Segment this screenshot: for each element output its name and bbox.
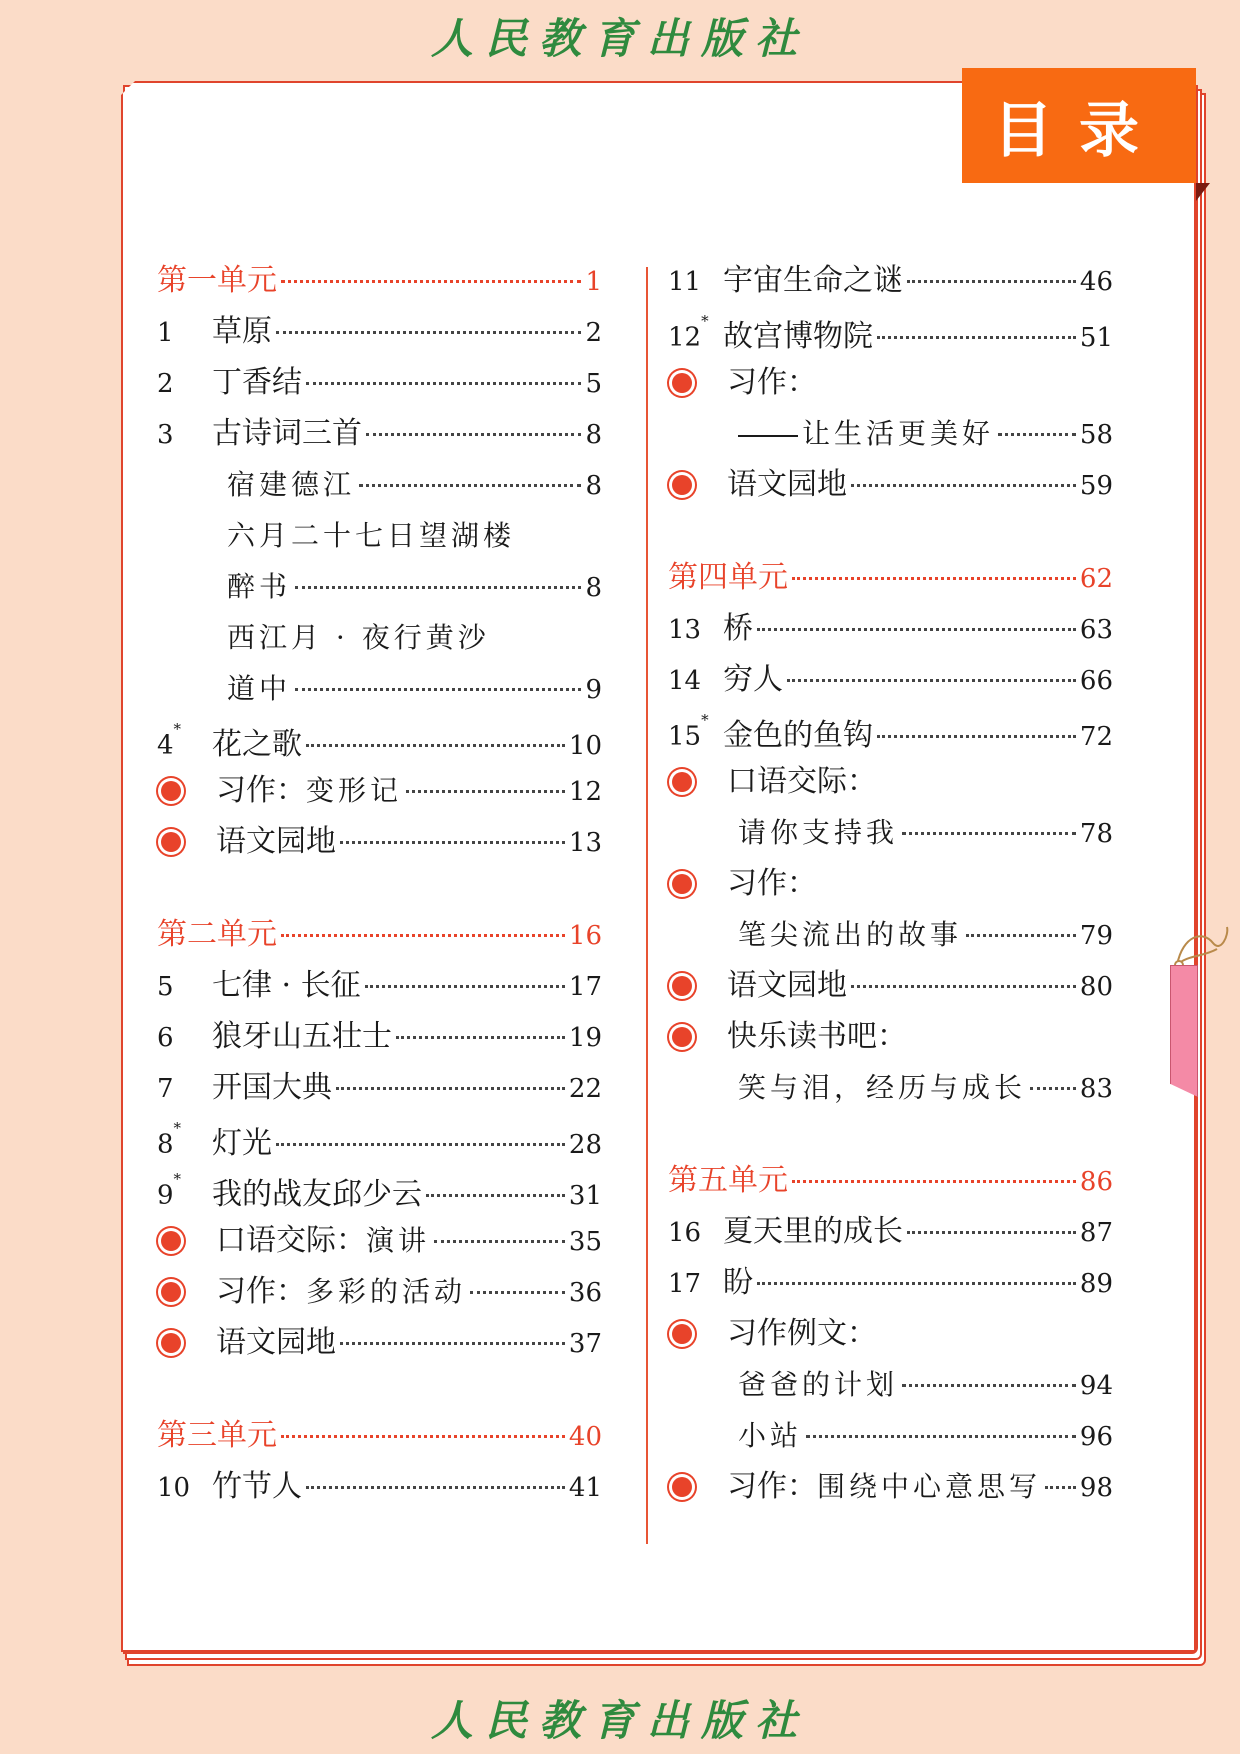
toc-entry[interactable] [157, 714, 602, 765]
unit-title: 第五单元 [668, 1163, 788, 1198]
dot-leader [907, 280, 1076, 283]
page-number: 96 [1079, 1422, 1113, 1452]
section-title [727, 858, 817, 909]
dot-leader [340, 841, 565, 844]
toc-entry[interactable] [668, 1011, 1113, 1062]
lesson-number [157, 714, 212, 772]
optional-lesson-star-icon: * [701, 312, 709, 330]
dot-leader [787, 679, 1076, 682]
page-number: 46 [1079, 267, 1113, 297]
lesson-number [157, 1463, 212, 1514]
toc-entry[interactable] [668, 408, 1113, 459]
dot-leader [281, 934, 565, 937]
lesson-title: 丁香结 [212, 365, 302, 400]
target-bullet-icon [672, 1027, 692, 1047]
lesson-number [157, 308, 212, 359]
page-number: 17 [568, 972, 602, 1002]
toc-unit-heading[interactable] [668, 552, 1113, 603]
toc-entry[interactable] [668, 807, 1113, 858]
section-subtitle: 演讲 [366, 1224, 431, 1257]
page-number: 83 [1079, 1074, 1113, 1104]
lesson-title: 花之歌 [212, 726, 302, 762]
toc-entry[interactable] [157, 408, 602, 459]
unit-title: 第四单元 [668, 560, 788, 595]
lesson-title: 金色的鱼钩 [723, 717, 873, 753]
page-number: 8 [585, 573, 602, 603]
dot-leader [877, 336, 1076, 339]
page-number: 10 [568, 730, 602, 761]
publisher-logo-top: 人民教育出版社 [430, 14, 809, 63]
dot-leader [295, 586, 581, 589]
page-number: 86 [1079, 1167, 1113, 1197]
dot-leader [340, 1342, 565, 1345]
dot-leader [806, 1435, 1076, 1438]
page-number: 78 [1079, 819, 1113, 849]
toc-entry[interactable] [157, 1164, 602, 1215]
dot-leader [851, 985, 1076, 988]
toc-entry[interactable] [157, 1317, 602, 1368]
page-number: 2 [585, 318, 602, 348]
lesson-number [157, 962, 212, 1013]
lesson-number-value: 3 [157, 420, 174, 450]
toc-entry[interactable] [157, 765, 602, 816]
lesson-number-value: 7 [157, 1074, 174, 1104]
column-divider [646, 267, 648, 1544]
lesson-title: 开国大典 [212, 1070, 332, 1105]
dot-leader [902, 832, 1076, 835]
lesson-title: 盼 [723, 1265, 753, 1300]
toc-entry[interactable] [668, 705, 1113, 756]
section-spacer [157, 1368, 602, 1410]
lesson-number [668, 1208, 723, 1259]
page-number: 28 [568, 1129, 602, 1160]
lesson-number [668, 605, 723, 656]
toc-entry[interactable] [668, 909, 1113, 960]
lesson-number [668, 656, 723, 707]
section-title-text: 快乐读书吧： [727, 1019, 907, 1054]
section-title-text: 习作： [727, 866, 817, 901]
section-title-text: 语文园地 [727, 467, 847, 502]
target-bullet-icon [672, 373, 692, 393]
section-title [727, 357, 817, 408]
page-number: 31 [568, 1180, 602, 1211]
toc-entry[interactable] [157, 459, 602, 510]
toc-unit-heading[interactable] [157, 1410, 602, 1461]
toc-entry[interactable] [157, 1113, 602, 1164]
lesson-number [668, 257, 723, 308]
sub-entry-title: 宿建德江 [227, 468, 356, 501]
page-number: 5 [585, 369, 602, 399]
target-bullet-icon [672, 1324, 692, 1344]
page-number: 37 [568, 1329, 602, 1359]
dot-leader [276, 1143, 565, 1146]
toc-entry[interactable] [668, 357, 1113, 408]
toc-entry[interactable] [668, 603, 1113, 654]
toc-entry[interactable] [157, 357, 602, 408]
dot-leader [336, 1087, 565, 1090]
section-spacer [668, 1113, 1113, 1155]
dot-leader [276, 331, 581, 334]
unit-title: 第一单元 [157, 263, 277, 298]
lesson-number-value: 12 [668, 322, 702, 353]
unit-title: 第二单元 [157, 917, 277, 952]
lesson-number-value: 14 [668, 666, 702, 696]
lesson-title: 古诗词三首 [212, 416, 362, 451]
section-spacer [668, 510, 1113, 552]
dot-leader [998, 433, 1076, 436]
section-title-text: 口语交际： [727, 764, 877, 799]
page-number: 98 [1079, 1473, 1113, 1503]
dot-leader [877, 735, 1076, 738]
toc-entry[interactable] [668, 1410, 1113, 1461]
section-title [216, 1317, 336, 1368]
toc-entry[interactable] [668, 255, 1113, 306]
dot-leader [365, 985, 565, 988]
toc-entry[interactable] [668, 1062, 1113, 1113]
lesson-number-value: 17 [668, 1269, 702, 1299]
toc-left-column [157, 255, 602, 1512]
section-title [727, 1308, 877, 1359]
section-title [727, 1461, 1041, 1512]
toc-entry[interactable] [668, 1308, 1113, 1359]
section-title-text: 习作： [216, 1274, 306, 1309]
section-title [727, 756, 877, 807]
lesson-number-value: 10 [157, 1473, 191, 1503]
target-bullet-icon [672, 475, 692, 495]
toc-entry[interactable] [157, 663, 602, 714]
dot-leader [851, 484, 1076, 487]
page-title: 目录 [962, 68, 1196, 183]
toc-entry[interactable] [157, 816, 602, 867]
sub-entry-title [738, 408, 994, 459]
toc-entry[interactable] [157, 306, 602, 357]
dot-leader [902, 1384, 1076, 1387]
page-number: 80 [1079, 972, 1113, 1002]
toc-entry[interactable] [157, 1461, 602, 1512]
optional-lesson-star-icon: * [173, 720, 182, 738]
dot-leader [470, 1291, 565, 1294]
lesson-number-value: 2 [157, 369, 174, 399]
target-bullet-icon [161, 1231, 181, 1251]
lesson-title: 我的战友邱少云 [212, 1176, 422, 1212]
page-number: 36 [568, 1278, 602, 1308]
lesson-number [157, 359, 212, 410]
section-subtitle: 变形记 [306, 774, 403, 807]
dot-leader [396, 1036, 565, 1039]
sub-entry-title: 笑与泪，经历与成长 [738, 1071, 1027, 1104]
lesson-title: 竹节人 [212, 1469, 302, 1504]
section-title-text: 习作： [727, 1469, 817, 1504]
page-number: 9 [585, 675, 602, 705]
lesson-title: 故宫博物院 [723, 318, 873, 354]
toc-entry[interactable] [157, 510, 602, 561]
section-title [216, 1215, 430, 1266]
toc-entry[interactable] [668, 1257, 1113, 1308]
dot-leader [907, 1231, 1076, 1234]
target-bullet-icon [672, 1477, 692, 1497]
page-number: 51 [1079, 322, 1113, 353]
toc-unit-heading[interactable] [668, 1155, 1113, 1206]
sub-entry-title: 爸爸的计划 [738, 1368, 899, 1401]
section-subtitle: 围绕中心意思写 [817, 1470, 1042, 1503]
lesson-number [157, 1164, 212, 1222]
section-title-text: 语文园地 [216, 824, 336, 859]
toc-entry[interactable] [157, 960, 602, 1011]
section-title-text: 习作： [727, 365, 817, 400]
publisher-logo-bottom: 人民教育出版社 [430, 1696, 809, 1745]
lesson-title: 桥 [723, 611, 753, 646]
page-number: 94 [1079, 1371, 1113, 1401]
toc-entry[interactable] [157, 1266, 602, 1317]
dot-leader [366, 433, 581, 436]
page-number: 13 [568, 828, 602, 858]
lesson-number-value: 13 [668, 615, 702, 645]
dot-leader [306, 1486, 565, 1489]
lesson-number-value: 8 [157, 1129, 174, 1160]
toc-entry[interactable] [157, 1062, 602, 1113]
sub-entry-title-text: 让生活更美好 [802, 417, 995, 450]
toc-entry[interactable] [157, 561, 602, 612]
lesson-number-value: 1 [157, 318, 174, 348]
optional-lesson-star-icon: * [173, 1170, 182, 1188]
bookmark-string-icon [1173, 925, 1233, 970]
toc-entry[interactable] [668, 1359, 1113, 1410]
optional-lesson-star-icon: * [701, 711, 709, 729]
lesson-number [668, 1259, 723, 1310]
page-number: 62 [1079, 564, 1113, 594]
sub-entry-title: 六月二十七日望湖楼 [227, 519, 516, 552]
lesson-number [157, 1113, 212, 1171]
page-number: 12 [568, 777, 602, 807]
lesson-number [668, 705, 723, 763]
lesson-number-value: 9 [157, 1180, 174, 1211]
toc-entry[interactable] [157, 612, 602, 663]
sub-entry-title: 道中 [227, 672, 292, 705]
page-number: 87 [1079, 1218, 1113, 1248]
unit-title: 第三单元 [157, 1418, 277, 1453]
dot-leader [757, 1282, 1076, 1285]
dot-leader [406, 790, 565, 793]
lesson-title: 夏天里的成长 [723, 1214, 903, 1249]
lesson-number [157, 1013, 212, 1064]
toc-right-column [668, 255, 1113, 1512]
optional-lesson-star-icon: * [173, 1119, 182, 1137]
page-number: 40 [568, 1422, 602, 1452]
lesson-number-value: 6 [157, 1023, 174, 1053]
lesson-title: 七律 · 长征 [212, 968, 361, 1003]
section-title [727, 1011, 907, 1062]
sub-entry-title: 笔尖流出的故事 [738, 918, 963, 951]
section-title [216, 1266, 466, 1317]
lesson-number-value: 15 [668, 721, 702, 752]
page-number: 58 [1079, 420, 1113, 450]
toc-entry[interactable] [668, 960, 1113, 1011]
page-number: 19 [568, 1023, 602, 1053]
toc-entry[interactable] [157, 1011, 602, 1062]
toc-entry[interactable] [668, 459, 1113, 510]
page-number: 79 [1079, 921, 1113, 951]
target-bullet-icon [161, 1282, 181, 1302]
dot-leader [295, 688, 581, 691]
dot-leader [757, 628, 1076, 631]
page-number: 8 [585, 471, 602, 501]
lesson-number [157, 1064, 212, 1115]
sub-entry-title: 请你支持我 [738, 816, 899, 849]
toc-entry[interactable] [157, 1215, 602, 1266]
page-number: 35 [568, 1227, 602, 1257]
lesson-title: 草原 [212, 314, 272, 349]
lesson-title: 狼牙山五壮士 [212, 1019, 392, 1054]
target-bullet-icon [161, 781, 181, 801]
target-bullet-icon [672, 976, 692, 996]
page-number: 16 [568, 921, 602, 951]
fill-in-blank [738, 435, 798, 437]
lesson-number [668, 306, 723, 364]
section-title [727, 459, 847, 510]
dot-leader [306, 744, 565, 747]
lesson-number-value: 11 [668, 267, 702, 297]
lesson-number [157, 410, 212, 461]
page-number: 66 [1079, 666, 1113, 696]
lesson-number-value: 5 [157, 972, 174, 1002]
dot-leader [434, 1240, 565, 1243]
toc-entry[interactable] [668, 306, 1113, 357]
dot-leader [1045, 1486, 1076, 1489]
section-subtitle: 多彩的活动 [306, 1275, 467, 1308]
lesson-title: 穷人 [723, 662, 783, 697]
lesson-number-value: 16 [668, 1218, 702, 1248]
dot-leader [792, 1180, 1076, 1183]
target-bullet-icon [161, 832, 181, 852]
page-number: 22 [568, 1074, 602, 1104]
page-number: 63 [1079, 615, 1113, 645]
page-number: 8 [585, 420, 602, 450]
page-number: 41 [568, 1473, 602, 1503]
target-bullet-icon [672, 772, 692, 792]
page-number: 59 [1079, 471, 1113, 501]
toc-unit-heading[interactable] [157, 909, 602, 960]
lesson-title: 灯光 [212, 1125, 272, 1161]
dot-leader [306, 382, 581, 385]
section-title-text: 习作例文： [727, 1316, 877, 1351]
section-title-text: 语文园地 [216, 1325, 336, 1360]
toc-unit-heading[interactable] [157, 255, 602, 306]
dot-leader [426, 1194, 565, 1197]
section-title [216, 765, 402, 816]
sub-entry-title: 小站 [738, 1419, 803, 1452]
section-title [216, 816, 336, 867]
toc-entry[interactable] [668, 756, 1113, 807]
toc-entry[interactable] [668, 1461, 1113, 1512]
page-number: 1 [585, 267, 602, 297]
section-title-text: 习作： [216, 773, 306, 808]
dot-leader [966, 934, 1076, 937]
toc-entry[interactable] [668, 1206, 1113, 1257]
target-bullet-icon [161, 1333, 181, 1353]
toc-entry[interactable] [668, 858, 1113, 909]
section-title [727, 960, 847, 1011]
dot-leader [1030, 1087, 1076, 1090]
toc-entry[interactable] [668, 654, 1113, 705]
page-number: 72 [1079, 721, 1113, 752]
sub-entry-title: 醉书 [227, 570, 292, 603]
section-title-text: 口语交际： [216, 1223, 366, 1258]
lesson-title: 宇宙生命之谜 [723, 263, 903, 298]
bookmark-ribbon [1170, 965, 1198, 1097]
section-spacer [157, 867, 602, 909]
target-bullet-icon [672, 874, 692, 894]
section-title-text: 语文园地 [727, 968, 847, 1003]
dot-leader [281, 280, 581, 283]
dot-leader [281, 1435, 565, 1438]
lesson-number-value: 4 [157, 730, 174, 761]
sub-entry-title: 西江月 · 夜行黄沙 [227, 621, 490, 654]
dot-leader [792, 577, 1076, 580]
dot-leader [359, 484, 581, 487]
tab-fold [1196, 183, 1210, 201]
page-number: 89 [1079, 1269, 1113, 1299]
